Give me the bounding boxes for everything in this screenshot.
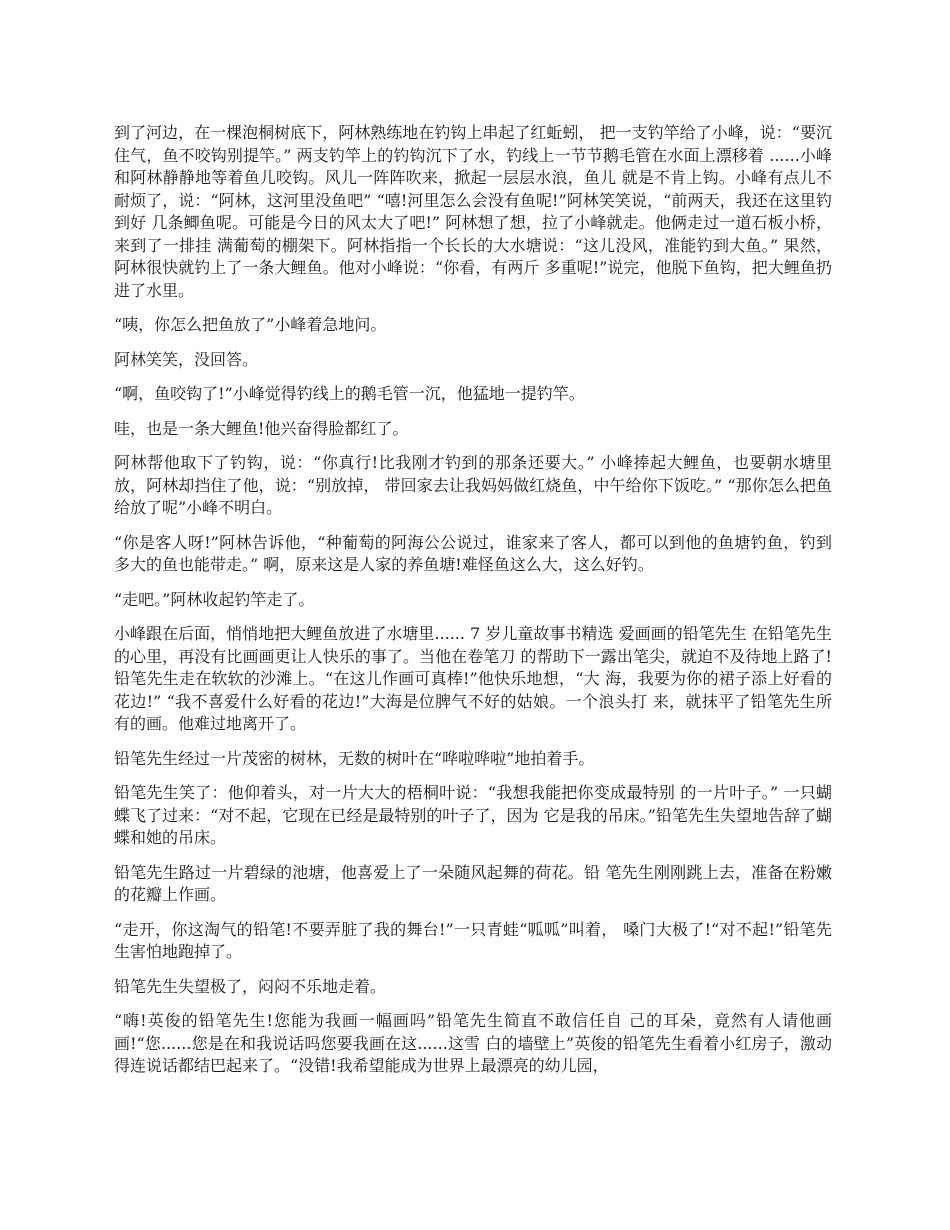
paragraph: 阿林笑笑，没回答。 [114, 349, 259, 369]
paragraph: 铅笔先生路过一片碧绿的池塘，他喜爱上了一朵随风起舞的荷花。铅 笔先生刚刚跳上去，准备在粉嫩的花瓣上作画。 [114, 862, 832, 904]
paragraph: “咦，你怎么把鱼放了”小峰着急地问。 [114, 315, 387, 334]
paragraph: “啊，鱼咬钩了!”小峰觉得钓线上的鹅毛管一沉，他猛地一提钓竿。 [114, 384, 585, 403]
paragraph: 哇，也是一条大鲤鱼!他兴奋得脸都红了。 [114, 418, 409, 438]
paragraph: “走开，你这淘气的铅笔!不要弄脏了我的舞台!”一只青蛙“呱呱”叫着， 嗓门大极了!“对不起!”铅笔先生害怕地跑掉了。 [114, 919, 832, 961]
paragraph: 铅笔先生笑了：他仰着头，对一片大大的梧桐叶说：“我想我能把你变成最特别 的一片叶子。” 一只蝴蝶飞了过来：“对不起，它现在已经是最特别的叶子了，因为 它是我的吊床。”铅笔先生失望地告辞了蝴蝶和她的吊床。 [114, 783, 832, 847]
paragraph: “走吧。”阿林收起钓竿走了。 [114, 589, 315, 609]
paragraph: 阿林帮他取下了钓钩，说：“你真行!比我刚才钓到的那条还要大。” 小峰捧起大鲤鱼，也要朝水塘里放，阿林却挡住了他，说：“别放掉， 带回家去让我妈妈做红烧鱼，中午给你下饭吃。” “那你怎么把鱼给放了呢”小峰不明白。 [114, 453, 832, 517]
paragraph: 到了河边，在一棵泡桐树底下，阿林熟练地在钓钩上串起了红蚯蚓， 把一支钓竿给了小峰，说：“要沉住气，鱼不咬钩别提竿。” 两支钓竿上的钓钩沉下了水，钓线上一节节鹅毛管在水面上漂移着 ......小峰和阿林静静地等着鱼儿咬钩。风儿一阵阵吹来，掀起一层层水浪，鱼儿 就是不肯上钩。小峰有点儿不耐烦了，说：“阿林，这河里没鱼吧” “嘻!河里怎么会没有鱼呢!”阿林笑笑说，“前两天，我还在这里钓到好 几条鲫鱼呢。可能是今日的风太大了吧!” 阿林想了想，拉了小峰就走。他俩走过一道石板小桥，来到了一排挂 满葡萄的棚架下。阿林指指一个长长的大水塘说：“这儿没风，准能钓到大鱼。” 果然，阿林很快就钓上了一条大鲤鱼。他对小峰说：“你看，有两斤 多重呢!”说完，他脱下鱼钩，把大鲤鱼扔进了水里。 [114, 123, 832, 300]
paragraph: 小峰跟在后面，悄悄地把大鲤鱼放进了水塘里...... 7 岁儿童故事书精选 爱画画的铅笔先生 在铅笔先生的心里，再没有比画画更让人快乐的事了。当他在卷笔刀 的帮助下一露出笔尖，就迫不及待地上路了! 铅笔先生走在软软的沙滩上。“在这儿作画可真棒!”他快乐地想，“大 海，我要为你的裙子添上好看的花边!” “我不喜爱什么好看的花边!”大海是位脾气不好的姑娘。一个浪头打 来，就抹平了铅笔先生所有的画。他难过地离开了。 [114, 624, 832, 733]
paragraph: 铅笔先生经过一片茂密的树林，无数的树叶在“哗啦哗啦”地拍着手。 [114, 748, 595, 768]
paragraph: “你是客人呀!”阿林告诉他，“种葡萄的阿海公公说过，谁家来了客人，都可以到他的鱼塘钓鱼，钓到多大的鱼也能带走。” 啊，原来这是人家的养鱼塘!难怪鱼这么大，这么好钓。 [114, 532, 832, 574]
paragraph: “嗨!英俊的铅笔先生!您能为我画一幅画吗”铅笔先生简直不敢信任自 己的耳朵，竟然有人请他画画!“您......您是在和我说话吗您要我画在这......这雪 白的墙壁上”英俊的铅笔先生看着小红房子，激动得连说话都结巴起来了。“没错!我希望能成为世界上最漂亮的幼儿园， [114, 1011, 832, 1075]
paragraph: 铅笔先生失望极了，闷闷不乐地走着。 [114, 976, 387, 996]
document-body [114, 122, 832, 1090]
